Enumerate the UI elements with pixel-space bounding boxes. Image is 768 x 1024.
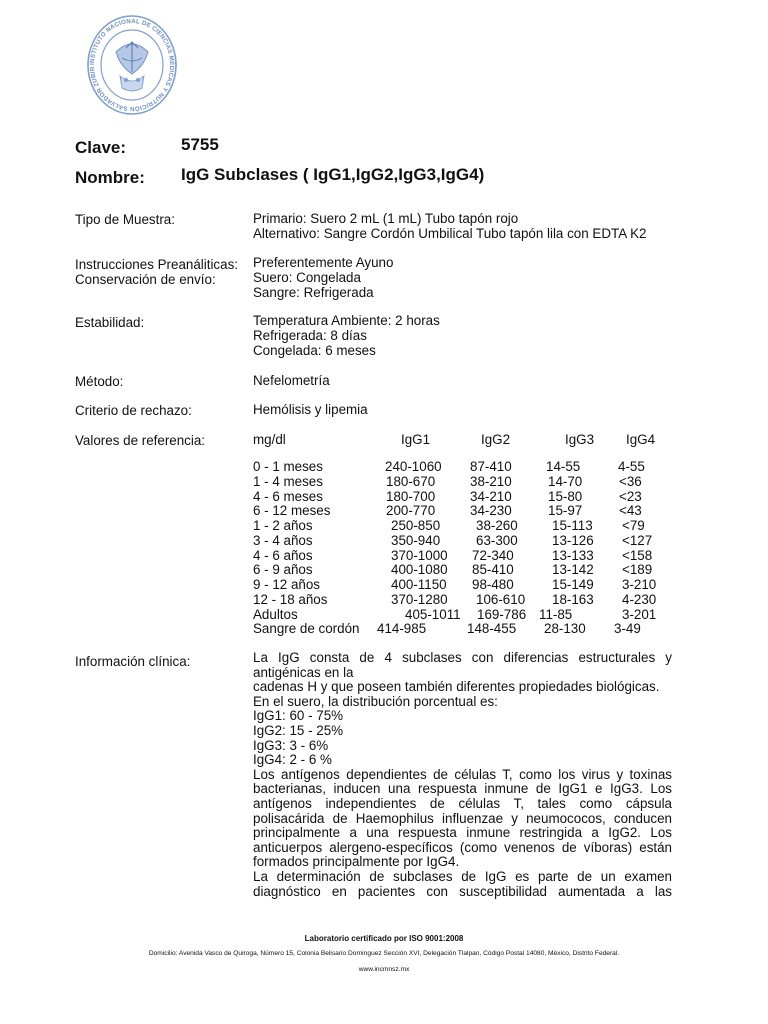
value-cell: 3-201 <box>622 606 657 622</box>
estabilidad-value <box>253 313 440 358</box>
header-igg4: IgG4 <box>626 432 656 447</box>
age-range-cell: 3 - 4 años <box>253 532 313 548</box>
value-cell: 169-786 <box>477 606 527 622</box>
clinical-paragraph: IgG4: 2 - 6 % <box>253 752 332 768</box>
value-cell: 106-610 <box>476 591 526 607</box>
header-units: mg/dl <box>253 432 286 447</box>
tipo-muestra-value <box>253 211 647 241</box>
instrucciones-conservacion-value <box>253 255 393 300</box>
clave-value: 5755 <box>181 135 219 154</box>
value-cell: 3-49 <box>614 621 641 637</box>
age-range-cell: 6 - 12 meses <box>253 503 331 519</box>
tipo-alternativo: Alternativo: Sangre Cordón Umbilical Tubo tapón lila con EDTA K2 <box>253 226 647 241</box>
tipo-muestra-label: Tipo de Muestra: <box>75 212 175 227</box>
value-cell: <158 <box>622 547 653 563</box>
estabilidad-ambiente: Temperatura Ambiente: 2 horas <box>253 313 440 328</box>
criterio-label: Criterio de rechazo: <box>75 403 192 418</box>
nombre-label: Nombre: <box>75 168 145 187</box>
clinical-paragraph: La IgG consta de 4 subclases con diferencias estructurales y <box>253 651 672 665</box>
header-igg2: IgG2 <box>481 432 511 447</box>
value-cell: 14-55 <box>546 459 581 474</box>
value-cell: 98-480 <box>472 577 514 592</box>
value-cell: 370-1000 <box>391 547 448 563</box>
value-cell: 15-149 <box>552 577 594 592</box>
conservacion-label: Conservación de envío: <box>75 272 216 287</box>
value-cell: 72-340 <box>472 547 514 563</box>
valores-referencia-label: Valores de referencia: <box>75 433 206 448</box>
clinical-paragraph: IgG3: 3 - 6% <box>253 737 329 753</box>
value-cell: 11-85 <box>539 606 573 622</box>
header-igg1: IgG1 <box>401 432 431 447</box>
clinical-paragraph: IgG1: 60 - 75% <box>253 708 344 724</box>
estabilidad-refrigerada: Refrigerada: 8 días <box>253 328 367 343</box>
value-cell: 28-130 <box>544 621 586 637</box>
value-cell: 3-210 <box>622 577 657 592</box>
value-cell: 34-230 <box>470 503 512 519</box>
age-range-cell: 6 - 9 años <box>253 562 313 578</box>
institution-seal-logo <box>86 14 178 116</box>
tipo-primario: Primario: Suero 2 mL (1 mL) Tubo tapón rojo <box>253 211 519 226</box>
value-cell: 414-985 <box>377 621 427 637</box>
footer-address: Domicilio: Avenida Vasco de Quiroga, Número 15, Colonia Belisario Domínguez Sección XVI, Delegación Tlalpan, Código Postal 14080, México, Distrito Federal. <box>148 950 620 957</box>
value-cell: 240-1060 <box>385 459 442 474</box>
value-cell: 13-126 <box>552 532 594 548</box>
reference-table-header <box>253 432 673 448</box>
age-range-cell: 12 - 18 años <box>253 591 328 607</box>
instrucciones-label: Instrucciones Preanáliticas: <box>75 257 238 272</box>
clinical-paragraph: antigénicas en la <box>253 664 354 680</box>
criterio-value: Hemólisis y lipemia <box>253 402 368 417</box>
value-cell: 350-940 <box>391 532 441 548</box>
value-cell: 400-1150 <box>391 577 447 592</box>
value-cell: 15-80 <box>548 488 583 504</box>
age-range-cell: 4 - 6 meses <box>253 488 323 504</box>
clinical-paragraph: La determinación de subclases de IgG es parte de un examen diagnóstico en pacientes con susceptibilidad aumentada a las <box>253 868 672 899</box>
value-cell: 14-70 <box>548 473 583 489</box>
value-cell: 15-113 <box>552 518 593 533</box>
informacion-clinica-text <box>253 651 672 903</box>
value-cell: 200-770 <box>386 503 436 519</box>
value-cell: 400-1080 <box>391 562 448 578</box>
age-range-cell: Sangre de cordón <box>253 621 360 637</box>
value-cell: 85-410 <box>472 562 514 578</box>
informacion-clinica-label: Información clínica: <box>75 654 191 669</box>
age-range-cell: 1 - 2 años <box>253 518 313 533</box>
age-range-cell: 9 - 12 años <box>253 577 320 592</box>
nombre-value: IgG Subclases ( IgG1,IgG2,IgG3,IgG4) <box>181 165 485 184</box>
age-range-cell: Adultos <box>253 606 298 622</box>
value-cell: 4-55 <box>618 459 645 474</box>
value-cell: <23 <box>619 488 642 504</box>
value-cell: <189 <box>622 562 653 578</box>
value-cell: <43 <box>619 503 642 519</box>
header-igg3: IgG3 <box>565 432 595 447</box>
value-cell: 4-230 <box>622 591 657 607</box>
value-cell: 38-210 <box>470 473 512 489</box>
age-range-cell: 1 - 4 meses <box>253 473 323 489</box>
value-cell: 38-260 <box>476 518 518 533</box>
value-cell: <36 <box>619 473 642 489</box>
estabilidad-congelada: Congelada: 6 meses <box>253 343 376 358</box>
instrucciones-value: Preferentemente Ayuno <box>253 255 394 270</box>
value-cell: 63-300 <box>476 532 518 548</box>
metodo-value: Nefelometría <box>253 373 330 388</box>
clinical-paragraph: cadenas H y que poseen también diferentes propiedades biológicas. <box>253 679 660 695</box>
age-range-cell: 4 - 6 años <box>253 547 313 563</box>
value-cell: 250-850 <box>391 518 441 533</box>
value-cell: 87-410 <box>470 459 512 474</box>
conservacion-suero: Suero: Congelada <box>253 270 361 285</box>
value-cell: 13-133 <box>552 547 594 563</box>
metodo-label: Método: <box>75 374 124 389</box>
value-cell: 148-455 <box>467 621 517 637</box>
value-cell: 370-1280 <box>391 591 448 607</box>
value-cell: 15-97 <box>548 503 583 519</box>
estabilidad-label: Estabilidad: <box>75 315 145 330</box>
value-cell: 13-142 <box>552 562 594 578</box>
clinical-paragraph: Los antígenos dependientes de células T, como los virus y toxinas bacterianas, inducen una respuesta inmune de IgG1 e IgG3. Los antígenos independientes de células T, tales como cápsula polisacárida de Haemophilus influenzae y neumococos, conducen principalmente a una respuesta inmune restringida a IgG2. Los anticuerpos alergeno-específicos (como venenos de víboras) están formados principalmente por IgG4. <box>253 766 672 870</box>
footer-website: www.incmnsz.mx <box>358 966 410 973</box>
value-cell: 34-210 <box>470 488 512 504</box>
clave-label: Clave: <box>75 138 127 157</box>
clinical-paragraph: IgG2: 15 - 25% <box>253 722 344 738</box>
conservacion-sangre: Sangre: Refrigerada <box>253 285 374 300</box>
value-cell: <79 <box>622 518 645 533</box>
svg-text:INSTITUTO NACIONAL DE CIENCIAS: INSTITUTO NACIONAL DE CIENCIAS MÉDICAS Y NUTRICIÓN SALVADOR ZUBIR <box>88 17 176 113</box>
value-cell: 180-700 <box>386 488 436 504</box>
footer-certification: Laboratorio certificado por ISO 9001:2008 <box>304 934 464 943</box>
value-cell: 18-163 <box>552 591 594 607</box>
value-cell: <127 <box>622 532 653 548</box>
value-cell: 180-670 <box>386 473 436 489</box>
value-cell: 405-1011 <box>405 606 461 622</box>
clinical-paragraph: En el suero, la distribución porcentual es: <box>253 693 498 709</box>
age-range-cell: 0 - 1 meses <box>253 459 323 474</box>
